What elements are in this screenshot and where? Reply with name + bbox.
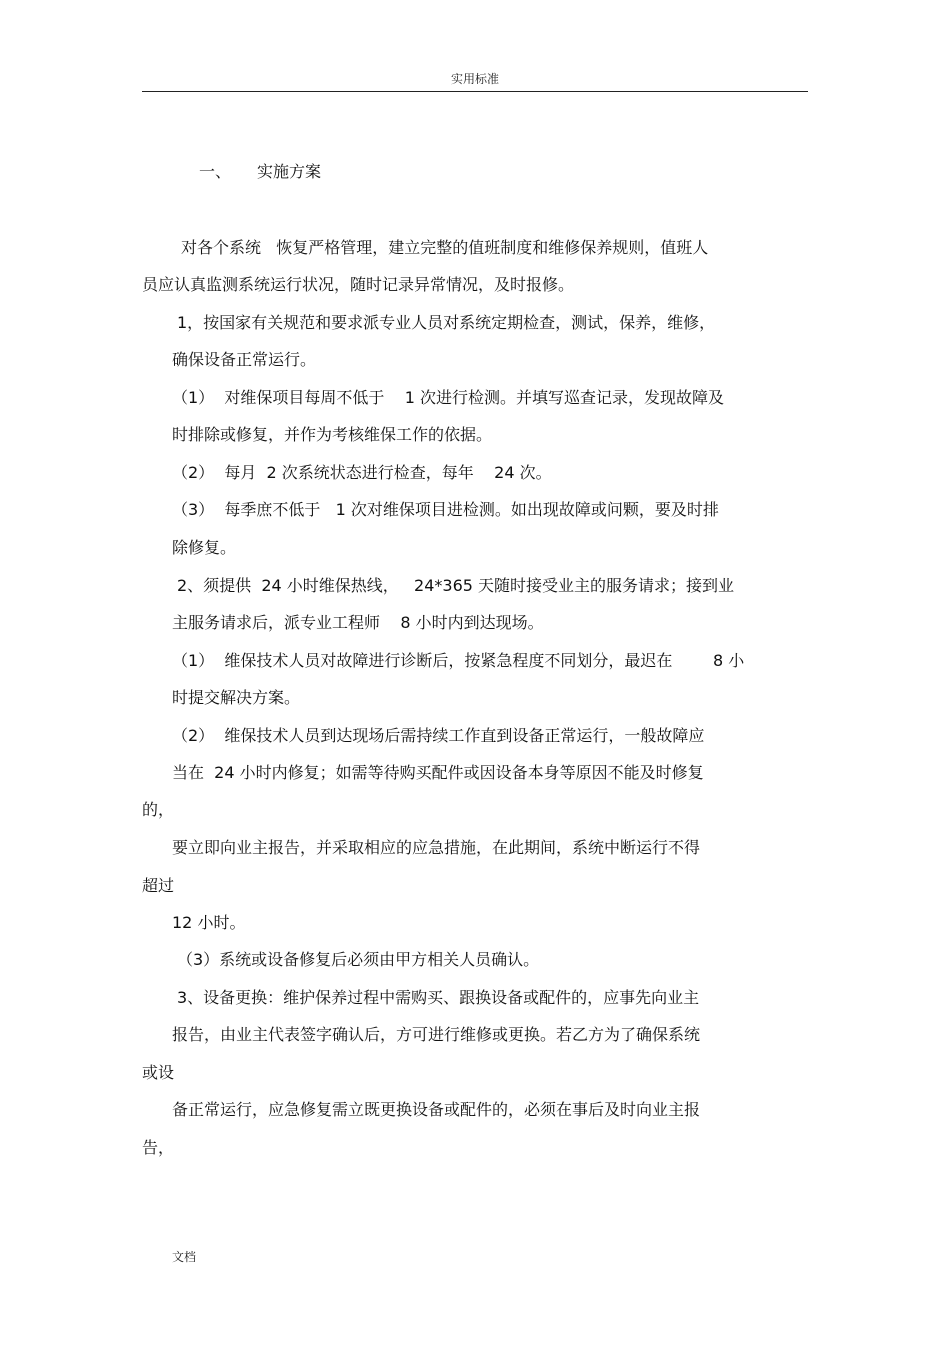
paragraph-line: 报告，由业主代表签字确认后，方可进行维修或更换。若乙方为了确保系统 <box>172 1025 701 1044</box>
paragraph-line: 的， <box>142 800 175 819</box>
section-number: 一、 <box>199 162 232 181</box>
paragraph-line: 备正常运行，应急修复需立既更换设备或配件的，必须在事后及时向业主报 <box>172 1100 701 1119</box>
paragraph-line: 主服务请求后，派专业工程师 8 小时内到达现场。 <box>172 613 544 632</box>
paragraph-line: （2） 维保技术人员到达现场后需持续工作直到设备正常运行，一般故障应 <box>172 726 705 745</box>
paragraph-line: （1） 对维保项目每周不低于 1 次进行检测。并填写巡查记录，发现故障及 <box>172 388 724 407</box>
paragraph-line: 或设 <box>142 1063 175 1082</box>
header-title: 实用标准 <box>450 72 499 86</box>
paragraph-line: （3）系统或设备修复后必须由甲方相关人员确认。 <box>177 950 540 969</box>
paragraph-line: 2、须提供 24 小时维保热线， 24*365 天随时接受业主的服务请求；接到业 <box>177 576 735 595</box>
paragraph-line: （1） 维保技术人员对故障进行诊断后，按紧急程度不同划分，最迟在 8 小 <box>172 651 745 670</box>
paragraph-line: 超过 <box>142 876 175 895</box>
paragraph-line: （2） 每月 2 次系统状态进行检查，每年 24 次。 <box>172 463 552 482</box>
paragraph-line: 12 小时。 <box>172 913 246 932</box>
page-footer: 文档 <box>172 1250 197 1264</box>
paragraph-line: 对各个系统 恢复严格管理，建立完整的值班制度和维修保养规则，值班人 <box>181 238 709 257</box>
paragraph-line: 除修复。 <box>172 538 237 557</box>
paragraph-line: 当在 24 小时内修复；如需等待购买配件或因设备本身等原因不能及时修复 <box>172 763 704 782</box>
paragraph-line: 告， <box>142 1138 175 1157</box>
paragraph-line: 员应认真监测系统运行状况，随时记录异常情况，及时报修。 <box>142 275 575 294</box>
paragraph-line: 时排除或修复，并作为考核维保工作的依据。 <box>172 425 493 444</box>
paragraph-line: 1，按国家有关规范和要求派专业人员对系统定期检查，测试，保养，维修， <box>177 313 716 332</box>
paragraph-line: 确保设备正常运行。 <box>172 350 317 369</box>
paragraph-line: （3） 每季庶不低于 1 次对维保项目进检测。如出现故障或问颗，要及时排 <box>172 500 719 519</box>
section-title: 实施方案 <box>257 162 322 181</box>
paragraph-line: 要立即向业主报告，并采取相应的应急措施，在此期间，系统中断运行不得 <box>172 838 701 857</box>
paragraph-line: 时提交解决方案。 <box>172 688 301 707</box>
paragraph-line: 3、设备更换：维护保养过程中需购买、跟换设备或配件的，应事先向业主 <box>177 988 700 1007</box>
header-divider <box>142 91 808 92</box>
